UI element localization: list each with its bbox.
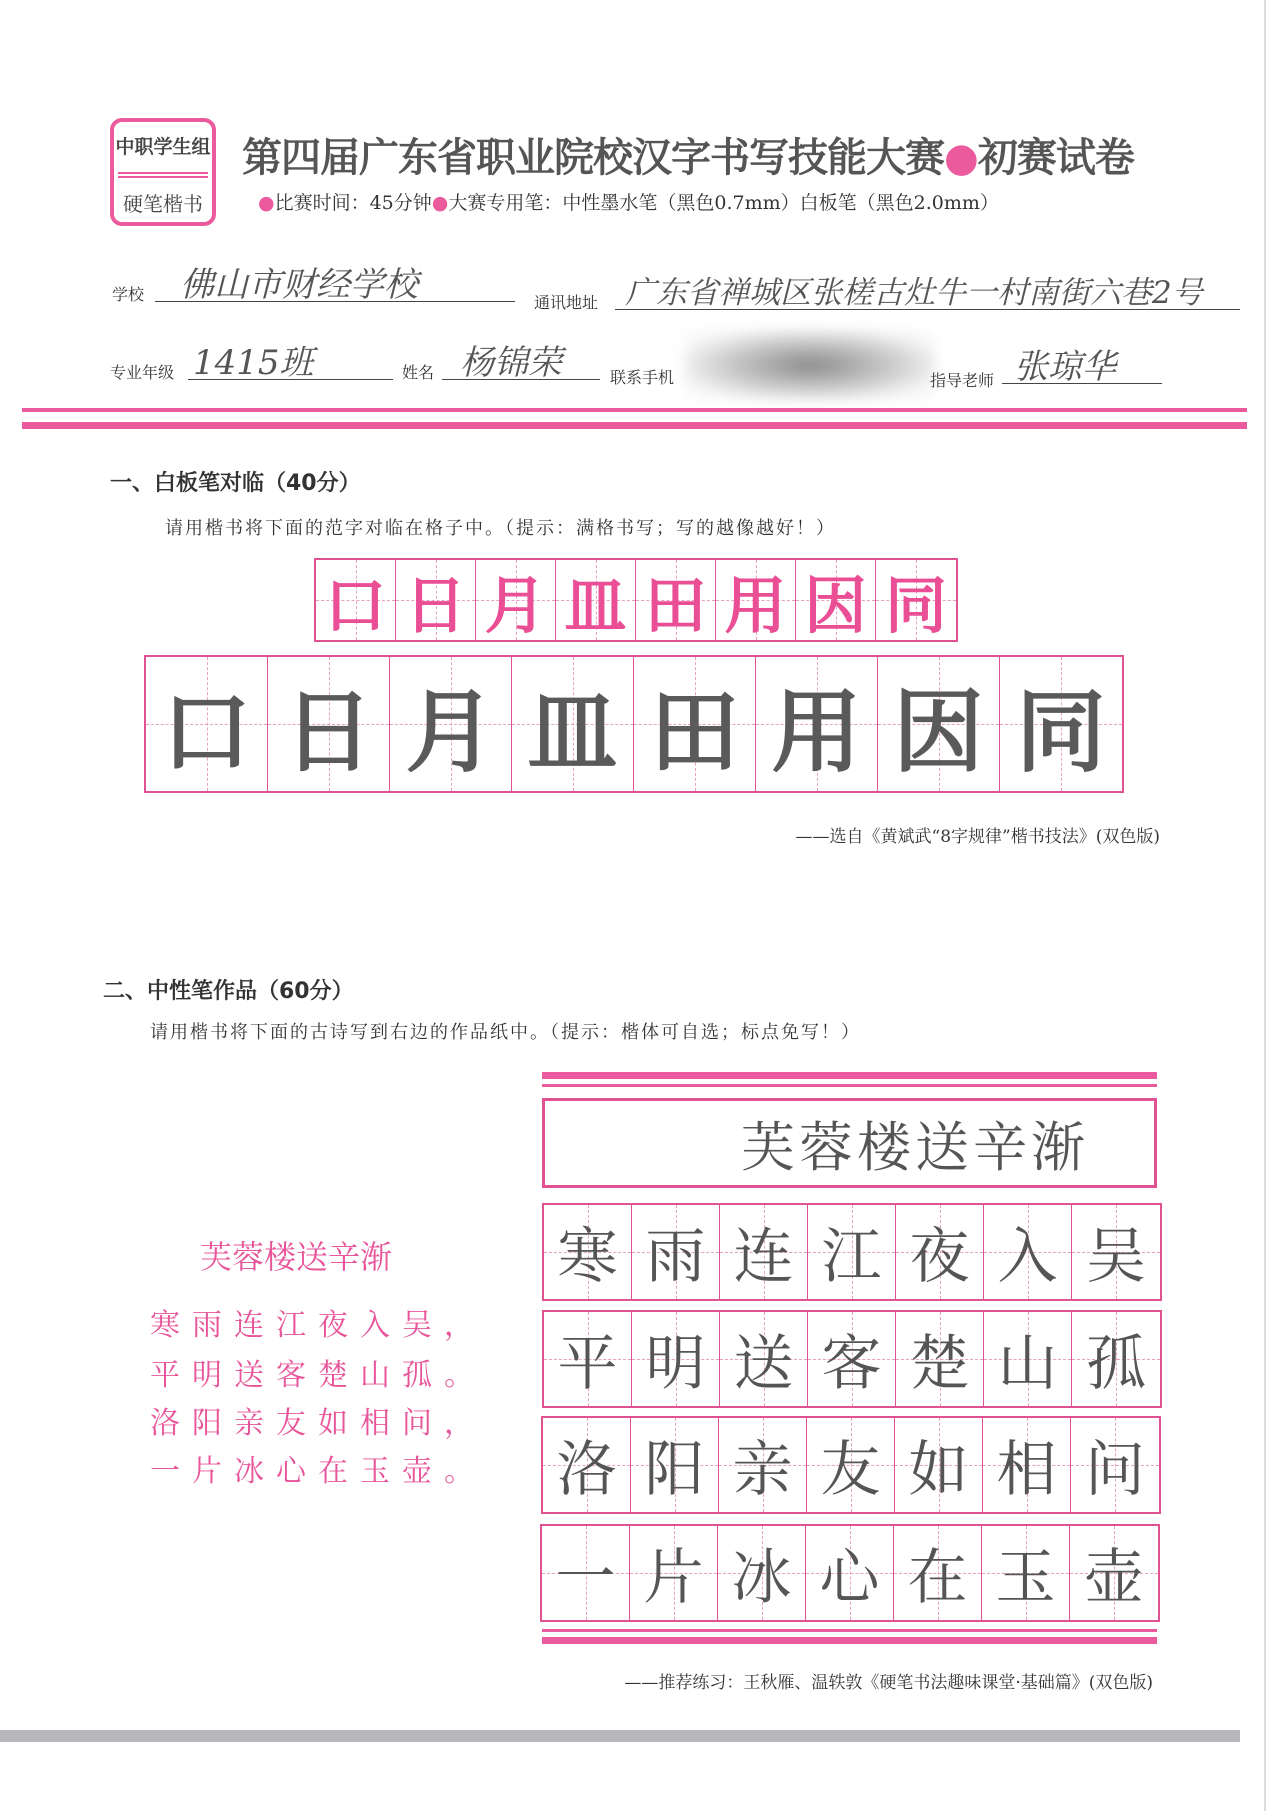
char: 明	[645, 1329, 706, 1399]
header-divider	[22, 408, 1247, 436]
work-char-cell[interactable]	[630, 1526, 718, 1620]
work-row[interactable]	[541, 1416, 1161, 1514]
char: 问	[1085, 1435, 1145, 1505]
char: 月	[484, 568, 547, 642]
name-label: 姓名	[402, 363, 435, 382]
work-char-cell[interactable]	[1071, 1418, 1159, 1512]
char: 孤	[1086, 1329, 1146, 1399]
poem-line: 平明送客楚山孤。	[150, 1358, 486, 1393]
school-field[interactable]: 佛山市财经学校	[155, 268, 515, 302]
practice-char-grid	[144, 655, 1124, 793]
char: 皿	[527, 680, 618, 785]
badge-divider	[118, 172, 208, 178]
title-suffix: 初赛试卷	[977, 135, 1134, 181]
poem-title: 芙蓉楼送辛渐	[200, 1238, 393, 1276]
section1-instruction: 请用楷书将下面的范字对临在格子中。（提示：满格书写；写的越像越好！）	[165, 518, 836, 539]
model-char-cell	[636, 560, 716, 640]
work-char-cell[interactable]	[808, 1312, 896, 1406]
work-char-cell[interactable]	[1072, 1205, 1160, 1299]
work-char-cell[interactable]	[807, 1418, 895, 1512]
model-char-grid	[314, 558, 958, 642]
char: 日	[404, 568, 467, 642]
char: 冰	[731, 1543, 792, 1613]
work-char-cell[interactable]	[718, 1526, 806, 1620]
char: 连	[733, 1222, 794, 1292]
scan-footer-bar	[0, 1730, 1240, 1742]
work-char-cell[interactable]	[984, 1312, 1072, 1406]
char: 如	[908, 1435, 969, 1505]
char: 送	[733, 1329, 794, 1399]
char: 夜	[909, 1222, 970, 1292]
group-badge	[110, 118, 216, 226]
section2-instruction: 请用楷书将下面的古诗写到右边的作品纸中。（提示：楷体可自选；标点免写！）	[150, 1022, 861, 1043]
work-char-cell[interactable]	[542, 1526, 630, 1620]
work-char-cell[interactable]	[983, 1418, 1071, 1512]
work-char-cell[interactable]	[719, 1418, 807, 1512]
section1-source: ——选自《黄斌武“8字规律”楷书技法》(双色版)	[795, 827, 1160, 847]
char: 因	[804, 568, 867, 642]
pen-requirements: 大赛专用笔：中性墨水笔（黑色0.7mm）白板笔（黑色2.0mm）	[448, 192, 999, 214]
practice-char-cell[interactable]	[634, 657, 756, 791]
practice-char-cell[interactable]	[878, 657, 1000, 791]
practice-char-cell[interactable]	[146, 657, 268, 791]
char: 在	[907, 1543, 968, 1613]
char: 雨	[645, 1222, 706, 1292]
char: 入	[997, 1222, 1058, 1292]
model-char-cell	[556, 560, 636, 640]
work-paper-top-border	[542, 1072, 1157, 1090]
char: 阳	[644, 1435, 705, 1505]
practice-char-cell[interactable]	[512, 657, 634, 791]
exam-time: 比赛时间：45分钟	[274, 192, 432, 214]
char: 因	[893, 680, 984, 785]
char: 楚	[909, 1329, 970, 1399]
practice-char-cell[interactable]	[268, 657, 390, 791]
name-field[interactable]: 杨锦荣	[442, 346, 600, 380]
work-char-cell[interactable]	[720, 1312, 808, 1406]
char: 山	[997, 1329, 1058, 1399]
char: 皿	[564, 568, 627, 642]
char: 田	[649, 680, 740, 785]
work-title-box[interactable]	[542, 1098, 1157, 1188]
section1-heading: 一、白板笔对临（40分）	[110, 471, 361, 496]
char: 洛	[556, 1435, 617, 1505]
work-char-cell[interactable]	[895, 1418, 983, 1512]
poem-line: 寒雨连江夜入吴，	[150, 1308, 486, 1343]
work-row[interactable]	[542, 1310, 1162, 1408]
address-field[interactable]: 广东省禅城区张槎古灶牛一村南街六巷2号	[615, 276, 1240, 310]
school-label: 学校	[112, 285, 145, 304]
work-row[interactable]	[540, 1524, 1160, 1622]
teacher-field[interactable]: 张琼华	[1002, 350, 1162, 384]
section2-heading: 二、中性笔作品（60分）	[103, 979, 354, 1004]
char: 江	[821, 1222, 882, 1292]
work-char-cell[interactable]	[1072, 1312, 1160, 1406]
practice-char-cell[interactable]	[390, 657, 512, 791]
char: 月	[405, 680, 496, 785]
badge-category-label: 硬笔楷书	[123, 192, 203, 216]
practice-char-cell[interactable]	[1000, 657, 1122, 791]
char: 口	[324, 568, 387, 642]
char: 吴	[1086, 1222, 1146, 1292]
phone-label: 联系手机	[610, 368, 675, 387]
address-label: 通讯地址	[534, 293, 599, 312]
model-char-cell	[316, 560, 396, 640]
model-char-cell	[876, 560, 956, 640]
char: 日	[283, 680, 374, 785]
char: 亲	[732, 1435, 793, 1505]
work-char-cell[interactable]	[808, 1205, 896, 1299]
bullet-icon: ●	[431, 192, 449, 214]
work-row[interactable]	[542, 1203, 1162, 1301]
work-char-cell[interactable]	[806, 1526, 894, 1620]
work-title: 芙蓉楼送辛渐	[741, 1115, 1089, 1179]
model-char-cell	[396, 560, 476, 640]
work-char-cell[interactable]	[896, 1312, 984, 1406]
poem-line: 一片冰心在玉壶。	[150, 1454, 486, 1489]
char: 同	[1016, 680, 1106, 785]
work-char-cell[interactable]	[544, 1205, 632, 1299]
poem-line: 洛阳亲友如相问，	[150, 1406, 486, 1441]
char: 寒	[557, 1222, 618, 1292]
char: 用	[771, 680, 862, 785]
scan-edge	[1264, 0, 1266, 1811]
work-char-cell[interactable]	[631, 1418, 719, 1512]
practice-char-cell[interactable]	[756, 657, 878, 791]
char: 用	[724, 568, 787, 642]
work-char-cell[interactable]	[632, 1205, 720, 1299]
badge-group-label: 中职学生组	[115, 136, 211, 158]
char: 客	[821, 1329, 882, 1399]
model-char-cell	[476, 560, 556, 640]
char: 一	[555, 1543, 616, 1613]
char: 壶	[1084, 1543, 1144, 1613]
work-char-cell[interactable]	[894, 1526, 982, 1620]
subtitle	[258, 188, 999, 215]
recommendation-note: ——推荐练习：王秋雁、温轶敦《硬笔书法趣味课堂·基础篇》(双色版)	[624, 1673, 1153, 1693]
char: 同	[884, 568, 947, 642]
work-paper-bottom-border	[542, 1626, 1157, 1644]
work-char-cell[interactable]	[896, 1205, 984, 1299]
char: 田	[644, 568, 707, 642]
work-char-cell[interactable]	[543, 1418, 631, 1512]
model-char-cell	[716, 560, 796, 640]
char: 平	[557, 1329, 618, 1399]
work-char-cell[interactable]	[544, 1312, 632, 1406]
char: 心	[819, 1543, 880, 1613]
page-title	[242, 126, 1134, 183]
work-char-cell[interactable]	[982, 1526, 1070, 1620]
work-char-cell[interactable]	[1070, 1526, 1158, 1620]
char: 玉	[995, 1543, 1056, 1613]
title-main: 第四届广东省职业院校汉字书写技能大赛	[242, 135, 944, 181]
model-char-cell	[796, 560, 876, 640]
work-char-cell[interactable]	[632, 1312, 720, 1406]
bullet-icon: ●	[258, 192, 275, 214]
redacted-phone	[685, 330, 935, 400]
char: 口	[161, 680, 252, 785]
char: 友	[820, 1435, 881, 1505]
class-label: 专业年级	[110, 363, 175, 382]
work-char-cell[interactable]	[984, 1205, 1072, 1299]
char: 片	[643, 1543, 704, 1613]
work-char-cell[interactable]	[720, 1205, 808, 1299]
bullet-icon: ●	[944, 135, 978, 181]
teacher-label: 指导老师	[930, 371, 995, 390]
class-field[interactable]: 1415班	[188, 346, 393, 380]
char: 相	[996, 1435, 1057, 1505]
